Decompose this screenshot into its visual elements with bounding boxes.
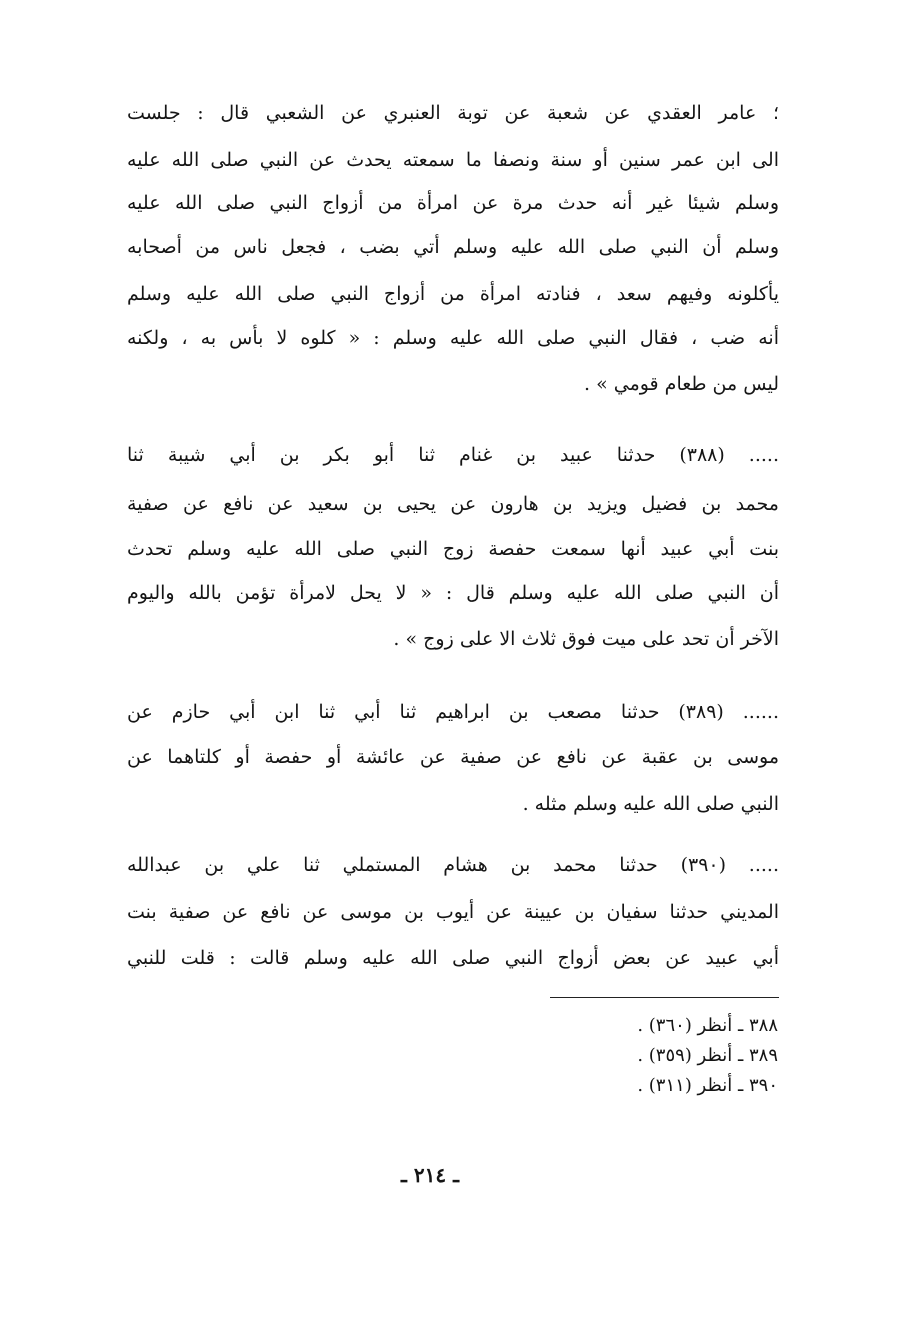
footnote-388: ٣٨٨ ـ أنظر (٣٦٠) . (637, 1015, 778, 1036)
footnote-389: ٣٨٩ ـ أنظر (٣٥٩) . (637, 1045, 778, 1066)
paragraph-3-line-3: النبي صلى الله عليه وسلم مثله . (522, 793, 779, 815)
footnote-separator (550, 997, 779, 998)
paragraph-4-line-2: المديني حدثنا سفيان بن عيينة عن أيوب بن موسى عن نافع عن صفية بنت (127, 901, 779, 923)
paragraph-4-line-3: أبي عبيد عن بعض أزواج النبي صلى الله عليه وسلم قالت : قلت للنبي (127, 947, 779, 969)
paragraph-1-line-6: أنه ضب ، فقال النبي صلى الله عليه وسلم : « كلوه لا بأس به ، ولكنه (127, 327, 779, 349)
paragraph-1-line-7: ليس من طعام قومي » . (583, 373, 779, 395)
paragraph-2-line-2: محمد بن فضيل ويزيد بن هارون عن يحيى بن سعيد عن نافع عن صفية (127, 493, 779, 515)
paragraph-1-line-5: يأكلونه وفيهم سعد ، فنادته امرأة من أزواج النبي صلى الله عليه وسلم (127, 283, 779, 305)
paragraph-4-line-1: ..... (٣٩٠) حدثنا محمد بن هشام المستملي ثنا علي بن عبدالله (127, 854, 779, 876)
paragraph-1-line-4: وسلم أن النبي صلى الله عليه وسلم أتي بضب ، فجعل ناس من أصحابه (127, 236, 779, 258)
paragraph-3-line-1: ...... (٣٨٩) حدثنا مصعب بن ابراهيم ثنا أبي ثنا ابن أبي حازم عن (127, 701, 779, 723)
footnote-390: ٣٩٠ ـ أنظر (٣١١) . (637, 1075, 778, 1096)
paragraph-1-line-2: الى ابن عمر سنين أو سنة ونصفا ما سمعته يحدث عن النبي صلى الله عليه (127, 149, 779, 171)
paragraph-2-line-5: الآخر أن تحد على ميت فوق ثلاث الا على زوج » . (393, 628, 779, 650)
paragraph-3-line-2: موسى بن عقبة عن نافع عن صفية عن عائشة أو حفصة أو كلتاهما عن (127, 746, 779, 768)
paragraph-2-line-3: بنت أبي عبيد أنها سمعت حفصة زوج النبي صلى الله عليه وسلم تحدث (127, 538, 779, 560)
paragraph-2-line-1: ..... (٣٨٨) حدثنا عبيد بن غنام ثنا أبو بكر بن أبي شيبة ثنا (127, 444, 779, 466)
page-number: ـ ٢١٤ ـ (401, 1163, 459, 1187)
paragraph-2-line-4: أن النبي صلى الله عليه وسلم قال : « لا يحل لامرأة تؤمن بالله واليوم (127, 582, 779, 604)
paragraph-1-line-1: ؛ عامر العقدي عن شعبة عن توبة العنبري عن الشعبي قال : جلست (127, 102, 779, 124)
paragraph-1-line-3: وسلم شيئا غير أنه حدث مرة عن امرأة من أزواج النبي صلى الله عليه (127, 192, 779, 214)
